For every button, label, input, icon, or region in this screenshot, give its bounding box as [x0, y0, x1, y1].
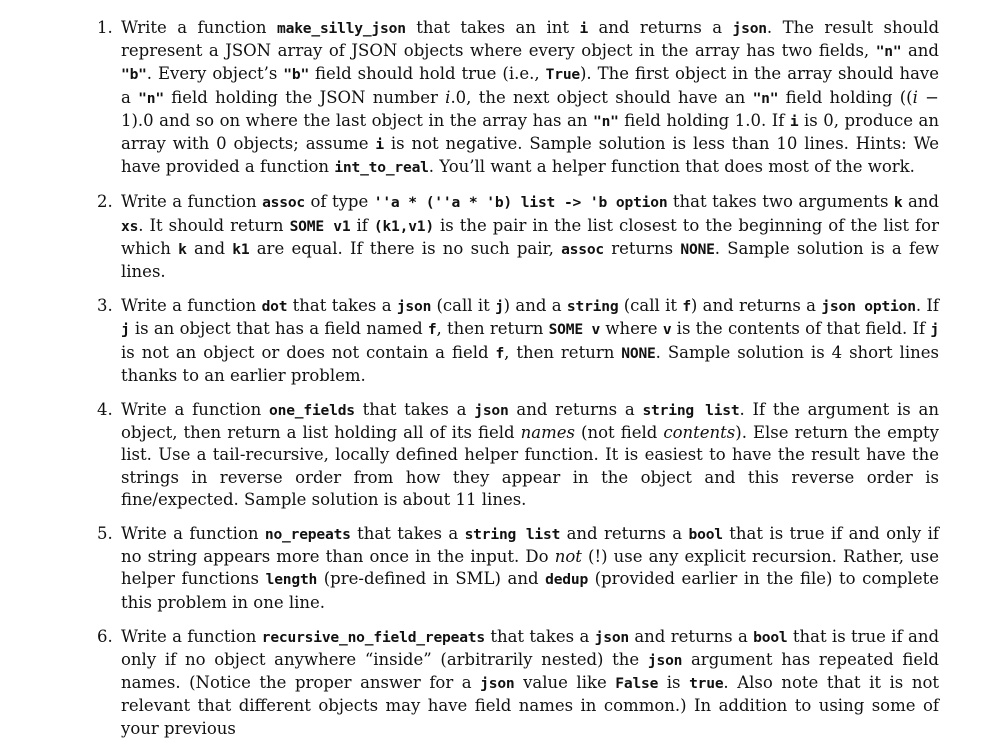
problem-1 [0, 17, 998, 179]
text-run: (!) use any explicit recursion. Rather, use helper functions [121, 547, 939, 589]
code-token: make_silly_json [277, 20, 406, 37]
problem-text [121, 17, 939, 179]
text-run: field holding the JSON number [163, 87, 446, 107]
code-token: SOME v [548, 321, 601, 339]
problem-2 [0, 191, 998, 283]
text-run: that takes an int [405, 18, 580, 37]
code-token: j [121, 321, 130, 339]
text-run: is not an object or does not contain a field [121, 342, 496, 362]
problem-number: 4. [97, 400, 113, 420]
text-run: ). Else return the empty list. Use a tail-recursive, locally defined helper function. It is easiest to have the result have the strings in reverse order from how they appear in the object and this reverse order is fine/expected. Sample solution is about 11 lines. [121, 423, 939, 509]
code-token: "b" [283, 66, 310, 84]
code-token: json [647, 652, 683, 670]
text-run: is the contents of that field. If [671, 319, 931, 339]
text-run: and [186, 238, 233, 258]
text-run: , then return [504, 342, 622, 362]
code-token: f [682, 298, 691, 316]
problem-number: 1. [97, 18, 113, 37]
text-run: Write a function [121, 296, 262, 316]
code-token: assoc [561, 240, 605, 258]
code-token: "n" [592, 112, 619, 130]
problem-text [121, 399, 939, 511]
text-run: Write a function [121, 626, 262, 646]
text-run: if [350, 215, 374, 235]
text-run: that takes a [350, 524, 465, 544]
text-run: that takes a [484, 626, 595, 646]
text-run: argument has repeated field names. (Notice the proper answer for a [121, 650, 939, 693]
code-token: NONE [680, 240, 715, 258]
text-run: ) and returns a [690, 296, 822, 316]
problem-number: 3. [97, 296, 113, 316]
code-token: length [265, 571, 318, 589]
code-token: i [789, 112, 799, 130]
math-variable: i [912, 87, 918, 107]
text-run: that takes two arguments [667, 192, 894, 212]
code-token: one_fields [269, 402, 355, 420]
code-token: f [495, 344, 505, 362]
code-token: (k1,v1) [373, 217, 434, 235]
text-run: Write a function [121, 192, 263, 212]
code-token: f [427, 321, 437, 339]
text-run: that takes a [287, 296, 397, 316]
code-token: i [375, 136, 384, 154]
text-run: (call it [431, 296, 496, 316]
problem-list [0, 17, 998, 740]
code-token: bool [753, 628, 788, 646]
text-run: . If [915, 296, 939, 316]
code-token: "n" [138, 89, 164, 107]
problem-4 [0, 399, 998, 511]
code-token: "n" [875, 43, 902, 61]
text-run: . Sample solution is a few lines. [121, 238, 939, 282]
text-run: returns [604, 238, 681, 258]
code-token: dot [261, 298, 288, 316]
code-token: v [662, 321, 672, 339]
code-token: no_repeats [264, 526, 351, 544]
code-token: j [495, 298, 504, 316]
emphasis: not [554, 547, 582, 567]
problem-text [121, 295, 939, 387]
problem-number: 2. [97, 192, 113, 212]
emphasis: contents [663, 423, 736, 443]
text-run: is an object that has a field named [129, 319, 428, 339]
text-run: and [901, 41, 939, 61]
code-token: json option [821, 298, 916, 316]
code-token: False [615, 675, 659, 693]
problem-6 [0, 626, 998, 740]
code-token: xs [121, 217, 139, 235]
emphasis: names [520, 423, 575, 443]
code-token: json [480, 675, 515, 693]
text-run: Write a function [121, 18, 278, 37]
text-run: that takes a [354, 400, 475, 420]
problem-3 [0, 295, 998, 387]
problem-5 [0, 523, 998, 614]
code-token: j [930, 321, 939, 339]
code-token: string [566, 298, 619, 316]
text-run: . The result should represent a JSON array of JSON objects where every object in the array has two fields, [121, 18, 940, 61]
text-run: value like [514, 673, 616, 693]
text-run: that is true if and only if no string appears more than once in the input. Do [121, 524, 940, 567]
code-token: SOME v1 [289, 217, 351, 235]
text-run: and returns a [560, 524, 689, 544]
text-run: . Sample solution is 4 short lines thanks to an earlier problem. [121, 342, 939, 385]
problem-text [121, 523, 939, 614]
code-token: k [178, 240, 187, 258]
text-run: (call it [618, 296, 683, 316]
code-token: i [579, 20, 589, 37]
text-run: field holding 1.0. If [618, 110, 790, 130]
code-token: json [732, 20, 767, 37]
text-run: is the pair in the list closest to the beginning of the list for which [121, 215, 939, 258]
code-token: k [893, 194, 903, 212]
problem-number: 5. [97, 524, 113, 544]
code-token: NONE [621, 344, 656, 362]
math-variable: i [445, 87, 451, 107]
text-run: where [600, 319, 663, 339]
text-run: and returns a [588, 18, 733, 37]
code-token: True [545, 66, 580, 84]
text-run: field holding (( [778, 87, 913, 107]
text-run: and returns a [508, 400, 643, 420]
code-token: "n" [752, 89, 779, 107]
text-run: Write a function [121, 400, 270, 420]
text-run: . It should return [138, 215, 290, 235]
text-run: . You’ll want a helper function that does most of the work. [428, 157, 915, 177]
code-token: int_to_real [334, 159, 429, 177]
text-run: that is true if and only if no object anywhere “inside” (arbitrarily nested) the [121, 626, 940, 670]
problem-text [121, 191, 939, 283]
assignment-document [0, 17, 998, 752]
code-token: true [689, 675, 724, 693]
code-token: dedup [545, 571, 589, 589]
code-token: json [474, 402, 509, 420]
code-token: json [594, 628, 629, 646]
text-run: (pre-defined in SML) and [317, 569, 546, 589]
problem-text [121, 626, 939, 740]
text-run: Write a function [121, 524, 265, 544]
code-token: k1 [232, 240, 250, 258]
text-run: and returns a [629, 626, 754, 646]
text-run: , then return [436, 319, 549, 339]
text-run: ) and a [503, 296, 567, 316]
text-run: (not field [575, 423, 664, 443]
text-run: . If the argument is an object, then return a list holding all of its field [121, 400, 940, 443]
code-token: json [396, 298, 432, 316]
text-run: . Every object’s [146, 64, 284, 84]
text-run: and [902, 192, 939, 212]
text-run: is not negative. Sample solution is less than 10 lines. Hints: We have provided a function [121, 134, 939, 177]
text-run: of type [305, 192, 374, 212]
text-run: (provided earlier in the file) to complete this problem in one line. [121, 569, 939, 612]
code-token: recursive_no_field_repeats [261, 628, 485, 646]
text-run: − 1).0 and so on where the last object in the array has an [121, 87, 939, 130]
code-token: string list [464, 526, 561, 544]
text-run: . Also note that it is not relevant that different objects may have field names in common.) In addition to using some of your previous [121, 673, 940, 738]
text-run: .0, the next object should have an [450, 87, 753, 107]
text-run: is 0, produce an array with 0 objects; assume [121, 110, 940, 154]
text-run: is [658, 673, 690, 693]
code-token: assoc [262, 194, 306, 212]
code-token: string list [642, 402, 740, 420]
code-token: "b" [121, 66, 147, 84]
code-token: bool [688, 526, 723, 544]
text-run: field should hold true (i.e., [309, 64, 546, 84]
problem-number: 6. [97, 626, 113, 646]
code-token: ''a * (''a * 'b) list -> 'b option [373, 194, 668, 212]
text-run: ). The first object in the array should have a [121, 64, 939, 107]
text-run: are equal. If there is no such pair, [249, 238, 562, 258]
